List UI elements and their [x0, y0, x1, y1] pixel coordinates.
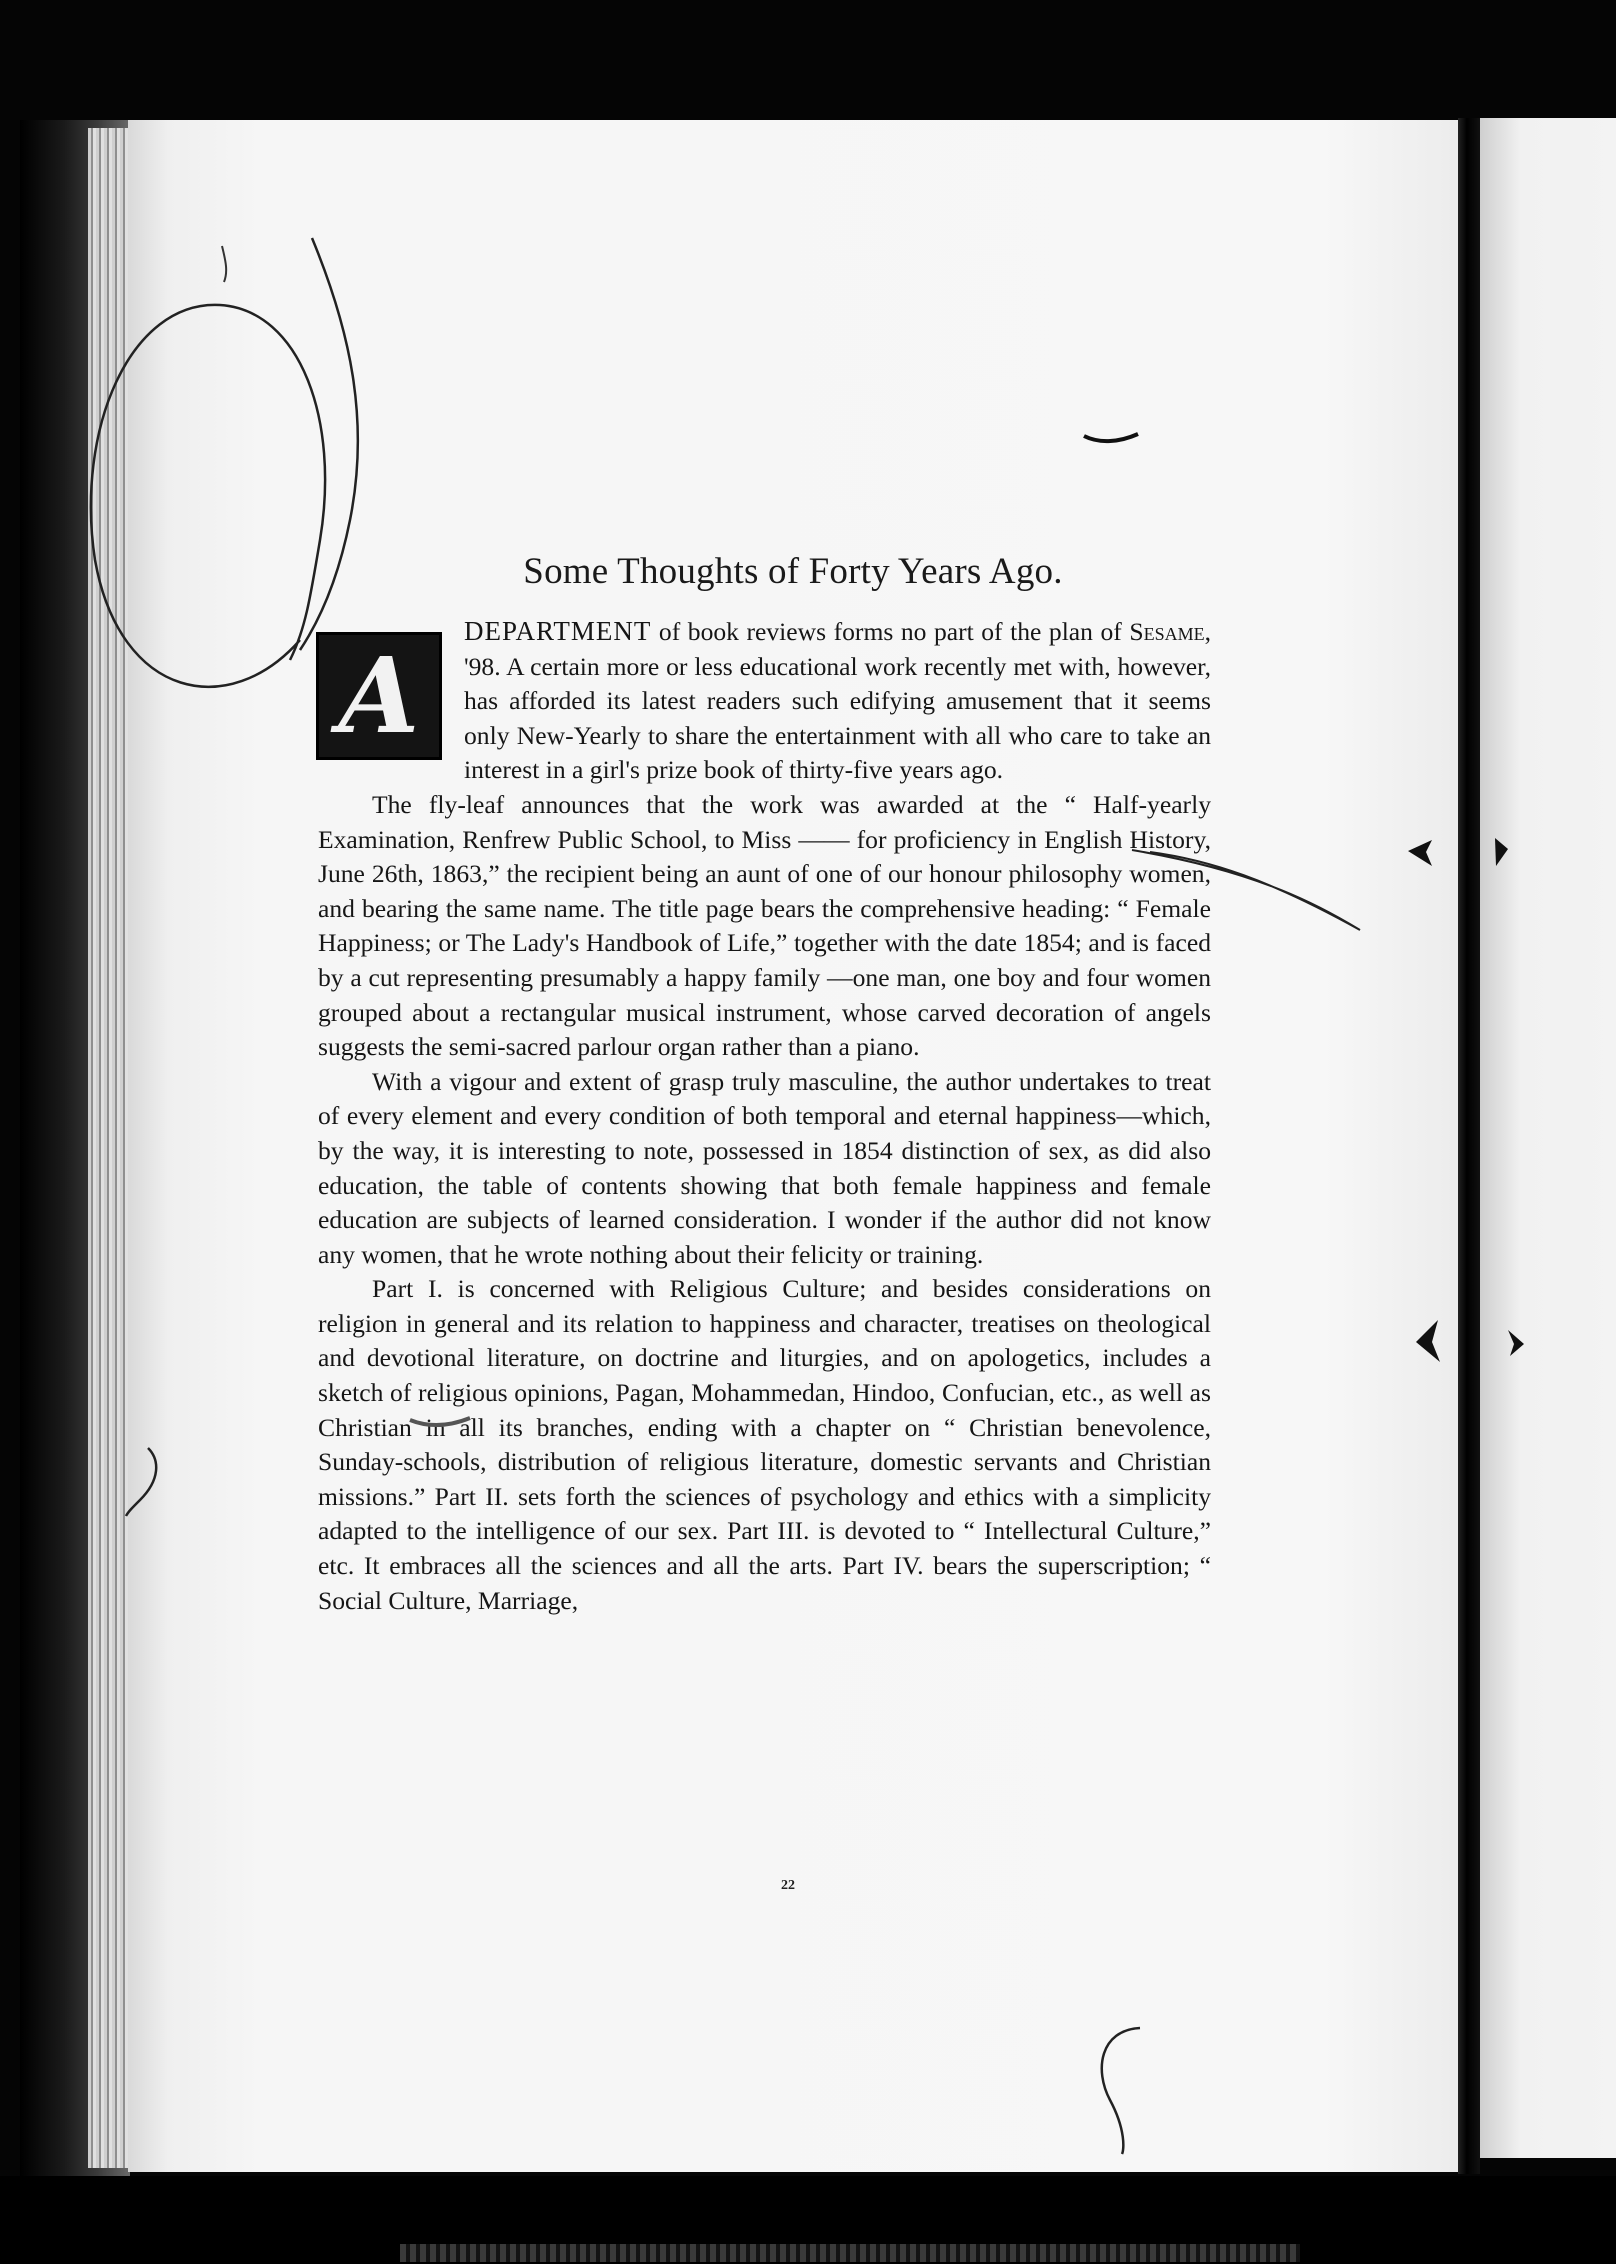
- page-number: 22: [781, 1878, 795, 1893]
- pencil-oval-mark: [91, 305, 325, 687]
- margin-arrow-right-2: [1508, 1330, 1524, 1356]
- margin-arrow-right-1: [1495, 838, 1508, 866]
- opening-word: DEPARTMENT: [464, 616, 652, 646]
- pencil-slash-mark: [1132, 850, 1360, 930]
- pencil-tick-mark: [222, 246, 226, 282]
- paragraph-2: The fly-leaf announces that the work was awarded at the “ Half-yearly Examination, Renfrew Public School, to Miss —— for proficiency in English History, June 26th, 1863,” the recipient being an aunt of one of our honour philosophy women, and bearing the same name. The title page bears the comprehensive heading: “ Female Happiness; or The Lady's Handbook of Life,” together with the date 1854; and is faced by a cut representing presumably a happy family —one man, one boy and four women grouped about a rectangular musical instrument, whose carved decoration of angels suggests the semi-sacred parlour organ rather than a piano.: [318, 789, 1211, 1062]
- paragraph-1-text-b: , '98. A certain more or less educational work recently met with, however, has afforded its latest readers such edifying amusement that it seems only New-Yearly to share the entertainment with all who care to take an interest in a girl's prize book of thirty-five years ago.: [464, 617, 1211, 785]
- pencil-margin-bracket: [126, 1448, 156, 1516]
- margin-arrow-left-1: [1408, 840, 1432, 866]
- pencil-underline-mark: [410, 1418, 470, 1425]
- article-title: Some Thoughts of Forty Years Ago.: [523, 551, 1063, 592]
- pencil-dash-mark: [1084, 434, 1138, 441]
- paragraph-4: Part I. is concerned with Religious Culture; and besides considerations on religion in general and its relation to happiness and character, treatises on theological and devotional literature, on doctrine and liturgies, and on apologetics, includes a sketch of religious opinions, Pagan, Mohammedan, Hindoo, Confucian, etc., as well as Christian in all its branches, ending with a chapter on “ Christian benevolence, Sunday-schools, distribution of religious literature, domestic servants and Christian missions.” Part II. sets forth the sciences of psychology and ethics with a simplicity adapted to the intelligence of our sex. Part III. is devoted to “ Intellectural Culture,” etc. It embraces all the sciences and all the arts. Part IV. bears the superscription; “ Social Culture, Marriage,: [318, 1274, 1211, 1615]
- margin-arrow-left-2: [1416, 1320, 1440, 1362]
- paragraph-3: With a vigour and extent of grasp truly masculine, the author undertakes to treat of every element and every condition of both temporal and eternal happiness—which, by the way, it is interesting to note, possessed in 1854 distinction of sex, as did also education, the table of contents showing that both female happiness and female education are subjects of learned consideration. I wonder if the author did not know any women, that he wrote nothing about their felicity or training.: [318, 1066, 1211, 1269]
- pencil-long-curve-mark: [300, 238, 358, 650]
- paragraph-1-text-a: of book reviews forms no part of the plan of: [651, 617, 1130, 646]
- sesame-small-caps: Sesame: [1129, 617, 1205, 646]
- drop-cap-letter: A: [338, 634, 420, 757]
- pencil-s-curve-mark: [1102, 2028, 1140, 2154]
